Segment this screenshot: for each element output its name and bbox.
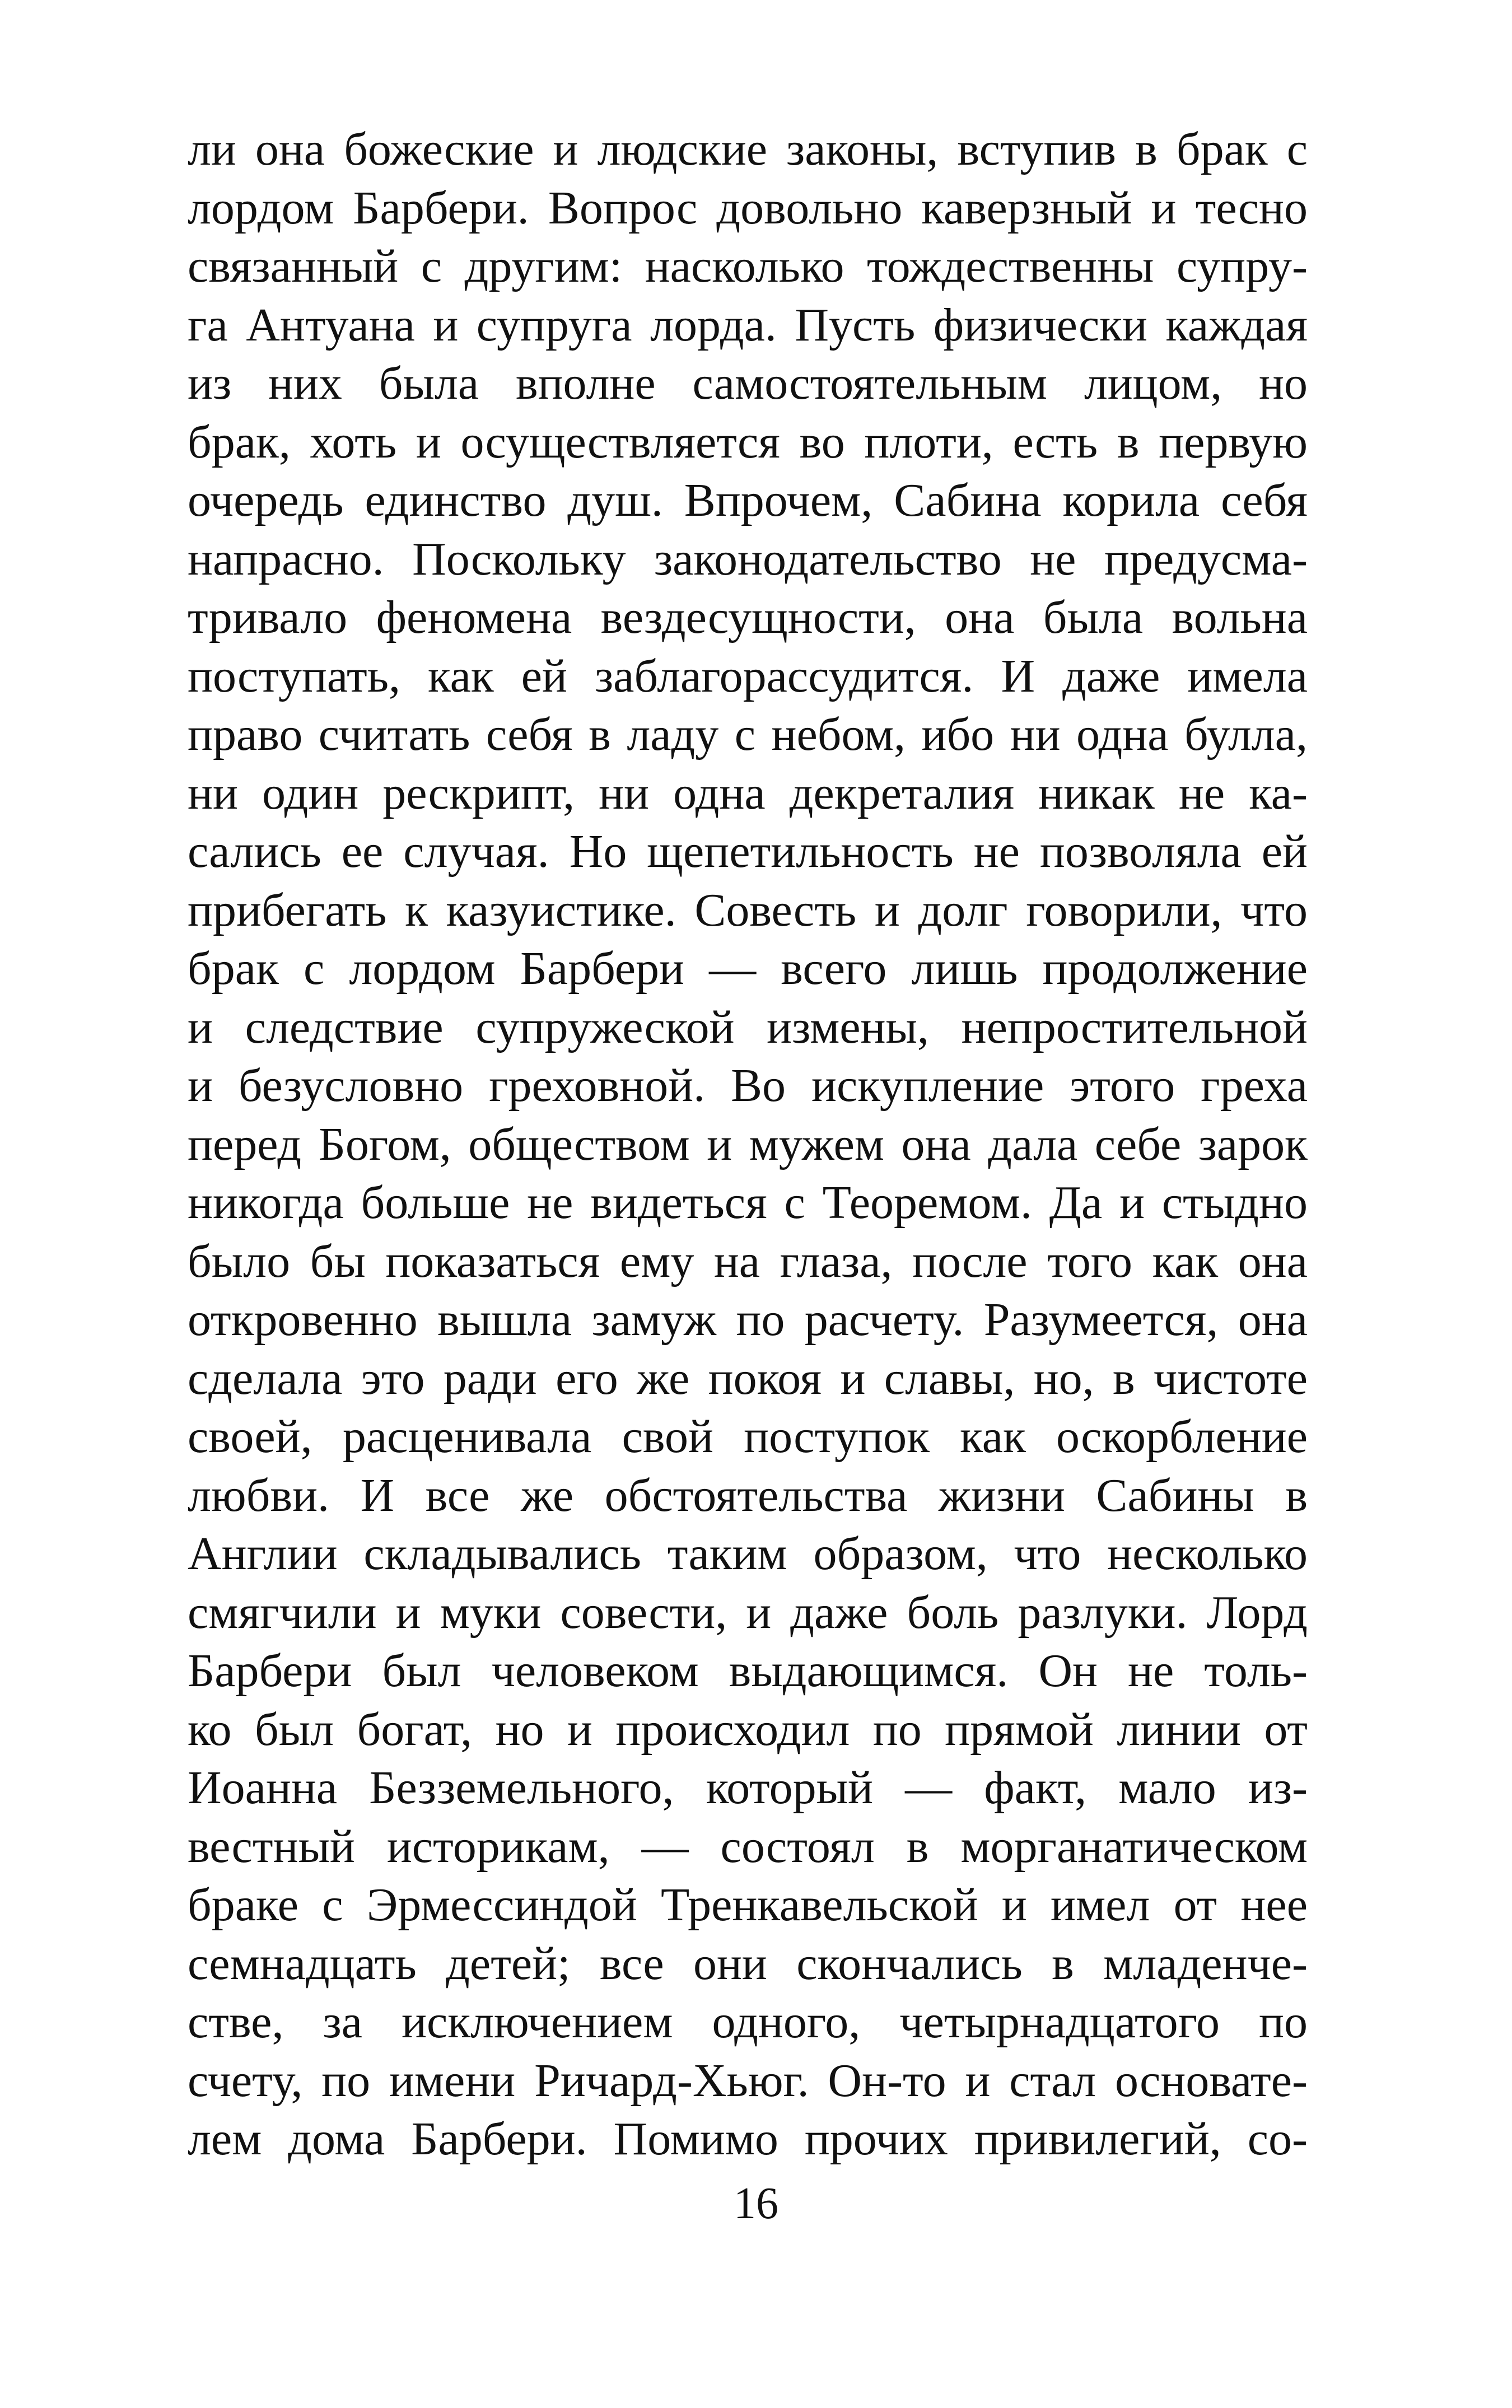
text-line: смягчили и муки совести, и даже боль разлуки. Лорд — [188, 1586, 1308, 1639]
page-number: 16 — [734, 2179, 778, 2228]
text-line: ко был богат, но и происходил по прямой линии от — [188, 1703, 1308, 1756]
text-line: лордом Барбери. Вопрос довольно каверзный и тесно — [188, 181, 1308, 234]
text-line: ни один рескрипт, ни одна декреталия никак не ка- — [188, 767, 1308, 819]
text-line: никогда больше не видеться с Теоремом. Да и стыдно — [188, 1177, 1308, 1229]
text-line: прибегать к казуистике. Совесть и долг говорили, что — [188, 884, 1308, 936]
text-line: стве, за исключением одного, четырнадцатого по — [188, 1996, 1308, 2048]
text-line: было бы показаться ему на глаза, после того как она — [188, 1235, 1308, 1287]
text-line: лем дома Барбери. Помимо прочих привилегий, со- — [188, 2113, 1308, 2165]
text-line: своей, расценивала свой поступок как оскорбление — [188, 1411, 1308, 1463]
body-text — [188, 120, 1308, 2169]
text-line: поступать, как ей заблагорассудится. И даже имела — [188, 650, 1308, 702]
text-line: брак, хоть и осуществляется во плоти, есть в первую — [188, 416, 1308, 468]
text-line: право считать себя в ладу с небом, ибо ни одна булла, — [188, 708, 1308, 760]
text-line: напрасно. Поскольку законодательство не предусма- — [188, 533, 1308, 585]
text-line: га Антуана и супруга лорда. Пусть физически каждая — [188, 298, 1308, 351]
text-line: любви. И все же обстоятельства жизни Сабины в — [188, 1469, 1308, 1522]
text-line: семнадцать детей; все они скончались в младенче- — [188, 1937, 1308, 1990]
text-line: связанный с другим: насколько тождественны супру- — [188, 240, 1308, 292]
text-line: Англии складывались таким образом, что несколько — [188, 1528, 1308, 1580]
text-line: вестный историкам, — состоял в морганатическом — [188, 1820, 1308, 1873]
text-line: перед Богом, обществом и мужем она дала себе зарок — [188, 1118, 1308, 1170]
text-line: Барбери был человеком выдающимся. Он не толь- — [188, 1645, 1308, 1697]
text-line: брак с лордом Барбери — всего лишь продолжение — [188, 942, 1308, 995]
text-line: из них была вполне самостоятельным лицом, но — [188, 357, 1308, 409]
text-line: Иоанна Безземельного, который — факт, мало из- — [188, 1762, 1308, 1814]
text-line: откровенно вышла замуж по расчету. Разумеется, она — [188, 1294, 1308, 1346]
text-line: ли она божеские и людские законы, вступив в брак с — [188, 123, 1308, 175]
text-line: браке с Эрмессиндой Тренкавельской и имел от нее — [188, 1879, 1308, 1931]
text-line: тривало феномена вездесущности, она была вольна — [188, 591, 1308, 643]
text-line: сались ее случая. Но щепетильность не позволяла ей — [188, 825, 1308, 878]
text-line: очередь единство душ. Впрочем, Сабина корила себя — [188, 474, 1308, 526]
text-line: и безусловно греховной. Во искупление этого греха — [188, 1060, 1308, 1112]
text-line: счету, по имени Ричард-Хьюг. Он-то и стал основате- — [188, 2054, 1308, 2107]
text-line: сделала это ради его же покоя и славы, но, в чистоте — [188, 1352, 1308, 1404]
text-line: и следствие супружеской измены, непростительной — [188, 1001, 1308, 1053]
